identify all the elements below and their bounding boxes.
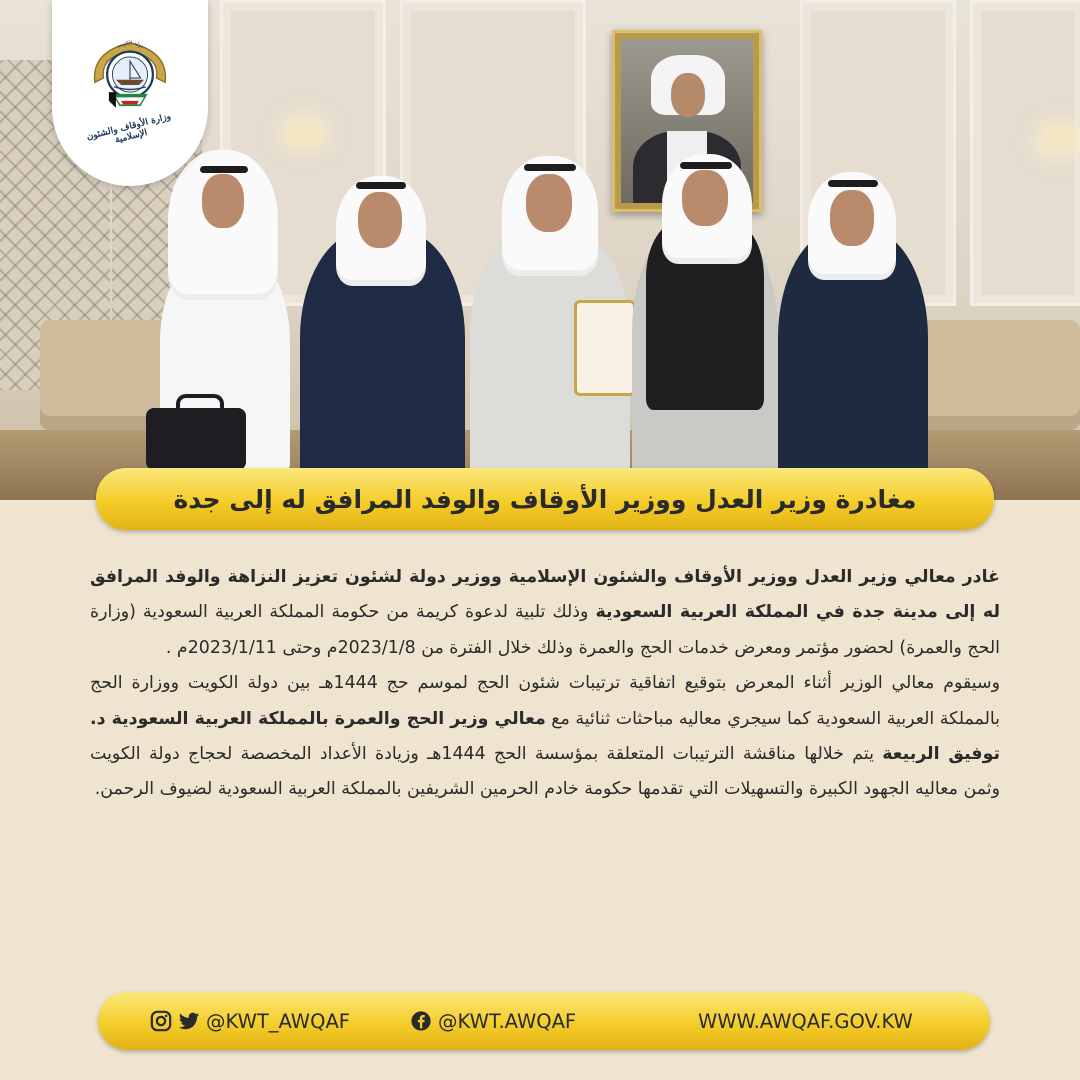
paragraph: [90, 560, 1000, 666]
kuwait-emblem-icon: [86, 34, 174, 122]
title-ribbon: [96, 468, 994, 530]
briefcase: [146, 408, 246, 470]
wall-lamp: [1042, 128, 1076, 150]
ministry-name-calligraphy: وزارة الأوقاف والشئون الإسلامية: [85, 111, 172, 146]
emblem-text: دولة الكويت: [115, 40, 145, 50]
instagram-icon[interactable]: [150, 1010, 172, 1032]
bold-text: معالي وزير الحج والعمرة بالمملكة العربية السعودية د. توفيق الربيعة: [90, 708, 1000, 765]
social-handle-instagram-twitter[interactable]: [150, 992, 350, 1050]
social-handle-facebook[interactable]: [410, 992, 576, 1050]
footer-ribbon: [98, 992, 990, 1050]
wall-panel: [970, 0, 1080, 306]
news-title: مغادرة وزير العدل ووزير الأوقاف والوفد المرافق له إلى جدة: [173, 484, 917, 514]
ministry-logo: [52, 0, 208, 186]
website-link[interactable]: [698, 992, 913, 1050]
wall-lamp: [288, 120, 322, 142]
news-body: [90, 560, 1000, 808]
bold-text: غادر معالي وزير العدل ووزير الأوقاف والشئون الإسلامية ووزير دولة لشئون تعزيز النزاهة والوفد المرافق له إلى مدينة جدة في المملكة العربية السعودية: [90, 567, 1000, 623]
facebook-icon[interactable]: [410, 1010, 432, 1032]
text: وسيقوم معالي الوزير أثناء المعرض بتوقيع اتفاقية ترتيبات شئون الحج لموسم حج 1444هـ بين دولة الكويت ووزارة الحج بالمملكة العربية السعودية كما سيجري معاليه مباحثات ثنائية مع: [90, 673, 1001, 729]
twitter-icon[interactable]: [178, 1010, 200, 1032]
website-url[interactable]: WWW.AWQAF.GOV.KW: [698, 1009, 913, 1033]
social-handle-text: @KWT_AWQAF: [206, 1009, 350, 1033]
text: وذلك تلبية لدعوة كريمة من حكومة المملكة العربية السعودية (وزارة الحج والعمرة) لحضور مؤتمر ومعرض خدمات الحج والعمرة وذلك خلال الفترة من 2023/1/8م وحتى 2023/1/11م .: [90, 602, 1000, 658]
paragraph: [90, 666, 1000, 808]
text: يتم خلالها مناقشة الترتيبات المتعلقة بمؤسسة الحج 1444هـ وزيادة الأعداد المخصصة لحجاج دولة الكويت وثمن معاليه الجهود الكبيرة والتسهيلات التي تقدمها حكومة خادم الحرمين الشريفين بالمملكة العربية السعودية لضيوف الرحمن.: [90, 744, 1000, 800]
social-handle-text: @KWT.AWQAF: [438, 1009, 577, 1033]
